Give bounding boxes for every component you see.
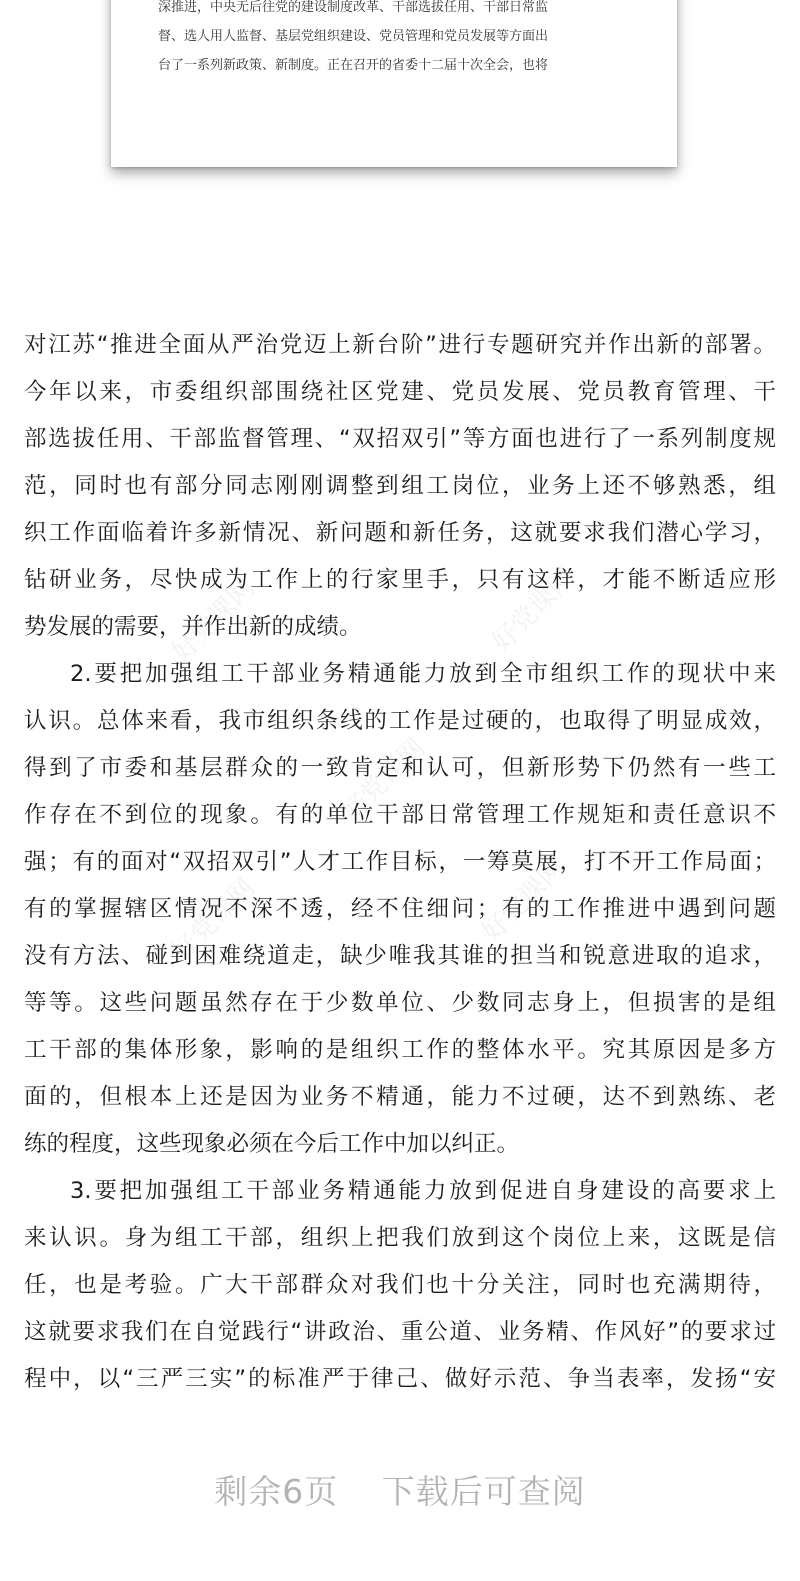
download-hint-label: 下载后可查阅: [381, 1472, 586, 1511]
preview-line: 台了一系列新政策、新制度。正在召开的省委十二届十次全会，也将: [158, 58, 549, 73]
preview-line: 深推进，中央无后往党的建设制度改革、干部选拔任用、干部日常监: [158, 0, 549, 15]
body-line: 部选拔任用、干部监督管理、“双招双引”等方面也进行了一系列制度规: [24, 426, 776, 452]
body-line: 织工作面临着许多新情况、新问题和新任务，这就要求我们潜心学习，: [24, 520, 776, 546]
preview-line: 督、选人用人监督、基层党组织建设、党员管理和党员发展等方面出: [158, 29, 549, 44]
body-line: 练的程度，这些现象必须在今后工作中加以纠正。: [24, 1131, 520, 1157]
remaining-pages-label: 剩余6页: [214, 1472, 339, 1511]
body-line: 有的掌握辖区情况不深不透，经不住细问；有的工作推进中遇到问题: [24, 896, 776, 922]
body-line: 工干部的集体形象，影响的是组织工作的整体水平。究其原因是多方: [24, 1037, 776, 1063]
body-line: 得到了市委和基层群众的一致肯定和认可，但新形势下仍然有一些工: [24, 755, 776, 781]
body-line: 面的，但根本上还是因为业务不精通，能力不过硬，达不到熟练、老: [24, 1084, 776, 1110]
watermark: 好党课网: [166, 572, 262, 668]
document-body: [24, 322, 776, 1403]
preview-card-text: [158, 0, 638, 80]
preview-card: [111, 0, 677, 167]
paragraph-3-start: 3.要把加强组工干部业务精通能力放到促进自身建设的高要求上: [70, 1178, 776, 1204]
watermark: 好党课网: [476, 852, 572, 948]
body-line: 对江苏“推进全面从严治党迈上新台阶”进行专题研究并作出新的部署。: [24, 332, 776, 358]
paragraph-2-start: 2.要把加强组工干部业务精通能力放到全市组织工作的现状中来: [70, 661, 776, 687]
body-line: 势发展的需要，并作出新的成绩。: [24, 614, 362, 640]
watermark: 好党课网: [166, 872, 262, 968]
body-line: 来认识。身为组工干部，组织上把我们放到这个岗位上来，这既是信: [24, 1225, 776, 1251]
body-line: 作存在不到位的现象。有的单位干部日常管理工作规矩和责任意识不: [24, 802, 776, 828]
body-line: 认识。总体来看，我市组织条线的工作是过硬的，也取得了明显成效，: [24, 708, 776, 734]
body-line: 钻研业务，尽快成为工作上的行家里手，只有这样，才能不断适应形: [24, 567, 776, 593]
watermark: 好党课网: [486, 562, 582, 658]
body-line: 强；有的面对“双招双引”人才工作目标，一筹莫展，打不开工作局面；: [24, 849, 776, 875]
body-line: 范，同时也有部分同志刚刚调整到组工岗位，业务上还不够熟悉，组: [24, 473, 776, 499]
body-line: 任，也是考验。广大干部群众对我们也十分关注，同时也充满期待，: [24, 1272, 776, 1298]
watermark: 好党课网: [336, 732, 432, 828]
body-line: 这就要求我们在自觉践行“讲政治、重公道、业务精、作风好”的要求过: [24, 1319, 776, 1345]
body-line: 今年以来，市委组织部围绕社区党建、党员发展、党员教育管理、干: [24, 379, 776, 405]
body-line: 等等。这些问题虽然存在于少数单位、少数同志身上，但损害的是组: [24, 990, 776, 1016]
download-prompt[interactable]: [0, 1466, 800, 1513]
body-line: 程中，以“三严三实”的标准严于律己、做好示范、争当表率，发扬“安: [24, 1366, 776, 1392]
body-line: 没有方法、碰到困难绕道走，缺少唯我其谁的担当和锐意进取的追求，: [24, 943, 776, 969]
